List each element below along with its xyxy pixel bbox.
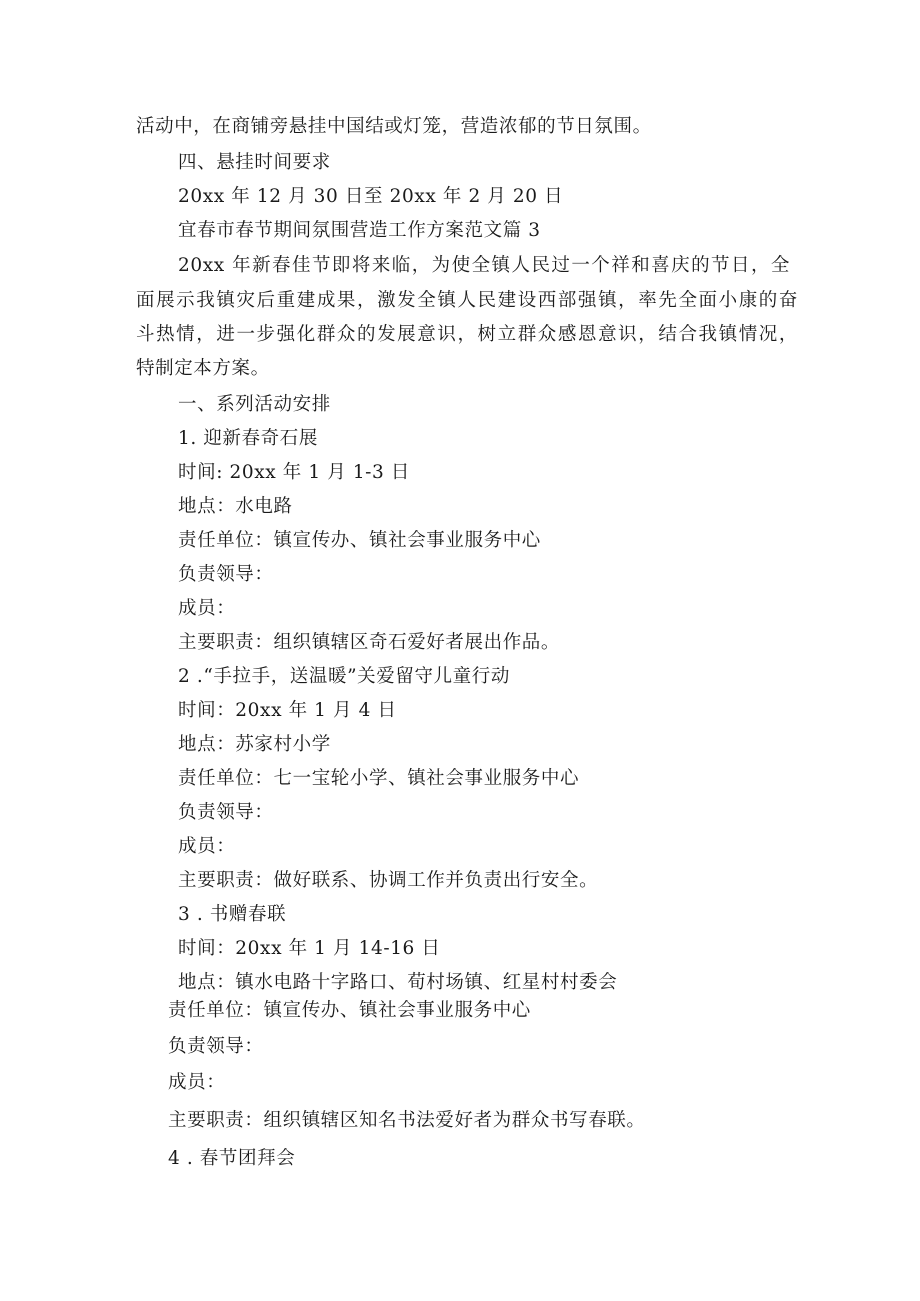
paragraph-line: 主要职责：做好联系、协调工作并负责出行安全。: [178, 870, 599, 891]
paragraph-line: 成员：: [178, 836, 236, 857]
paragraph-line: 负责领导：: [178, 802, 274, 823]
paragraph-line: 20xx 年新春佳节即将来临，为使全镇人民过一个祥和喜庆的节日，全: [178, 255, 790, 276]
paragraph-line: 成员：: [178, 598, 236, 619]
paragraph-line: 负责领导：: [168, 1036, 264, 1057]
item-heading: 1. 迎新春奇石展: [178, 428, 318, 449]
paragraph-line: 主要职责：组织镇辖区奇石爱好者展出作品。: [178, 632, 561, 653]
paragraph-line: 特制定本方案。: [136, 358, 270, 379]
paragraph-line: 地点：镇水电路十字路口、荀村场镇、红星村村委会: [178, 972, 618, 993]
paragraph-line: 面展示我镇灾后重建成果，激发全镇人民建设西部强镇，率先全面小康的奋: [136, 290, 798, 311]
paragraph-line: 成员：: [168, 1072, 226, 1093]
document-title: 宜春市春节期间氛围营造工作方案范文篇 3: [178, 220, 541, 241]
item-heading: 4 . 春节团拜会: [168, 1148, 296, 1169]
paragraph-line: 时间：20xx 年 1 月 14-16 日: [178, 938, 441, 959]
item-heading: 2 .“手拉手，送温暖”关爱留守儿童行动: [178, 666, 510, 687]
paragraph-line: 地点：水电路: [178, 496, 293, 517]
paragraph-line: 主要职责：组织镇辖区知名书法爱好者为群众书写春联。: [168, 1110, 646, 1131]
paragraph-line: 责任单位：七一宝轮小学、镇社会事业服务中心: [178, 768, 580, 789]
paragraph-line: 20xx 年 12 月 30 日至 20xx 年 2 月 20 日: [178, 186, 564, 207]
paragraph-line: 斗热情，进一步强化群众的发展意识，树立群众感恩意识，结合我镇情况，: [136, 324, 798, 345]
section-heading: 四、悬挂时间要求: [178, 152, 331, 173]
paragraph-line: 地点：苏家村小学: [178, 734, 331, 755]
paragraph-line: 责任单位：镇宣传办、镇社会事业服务中心: [168, 1000, 531, 1021]
item-heading: 3 . 书赠春联: [178, 904, 287, 925]
section-heading: 一、系列活动安排: [178, 394, 331, 415]
paragraph-line: 时间：20xx 年 1 月 4 日: [178, 700, 397, 721]
paragraph-line: 活动中，在商铺旁悬挂中国结或灯笼，营造浓郁的节日氛围。: [136, 116, 652, 137]
paragraph-line: 负责领导：: [178, 564, 274, 585]
paragraph-line: 时间: 20xx 年 1 月 1-3 日: [178, 462, 410, 483]
paragraph-line: 责任单位：镇宣传办、镇社会事业服务中心: [178, 530, 541, 551]
